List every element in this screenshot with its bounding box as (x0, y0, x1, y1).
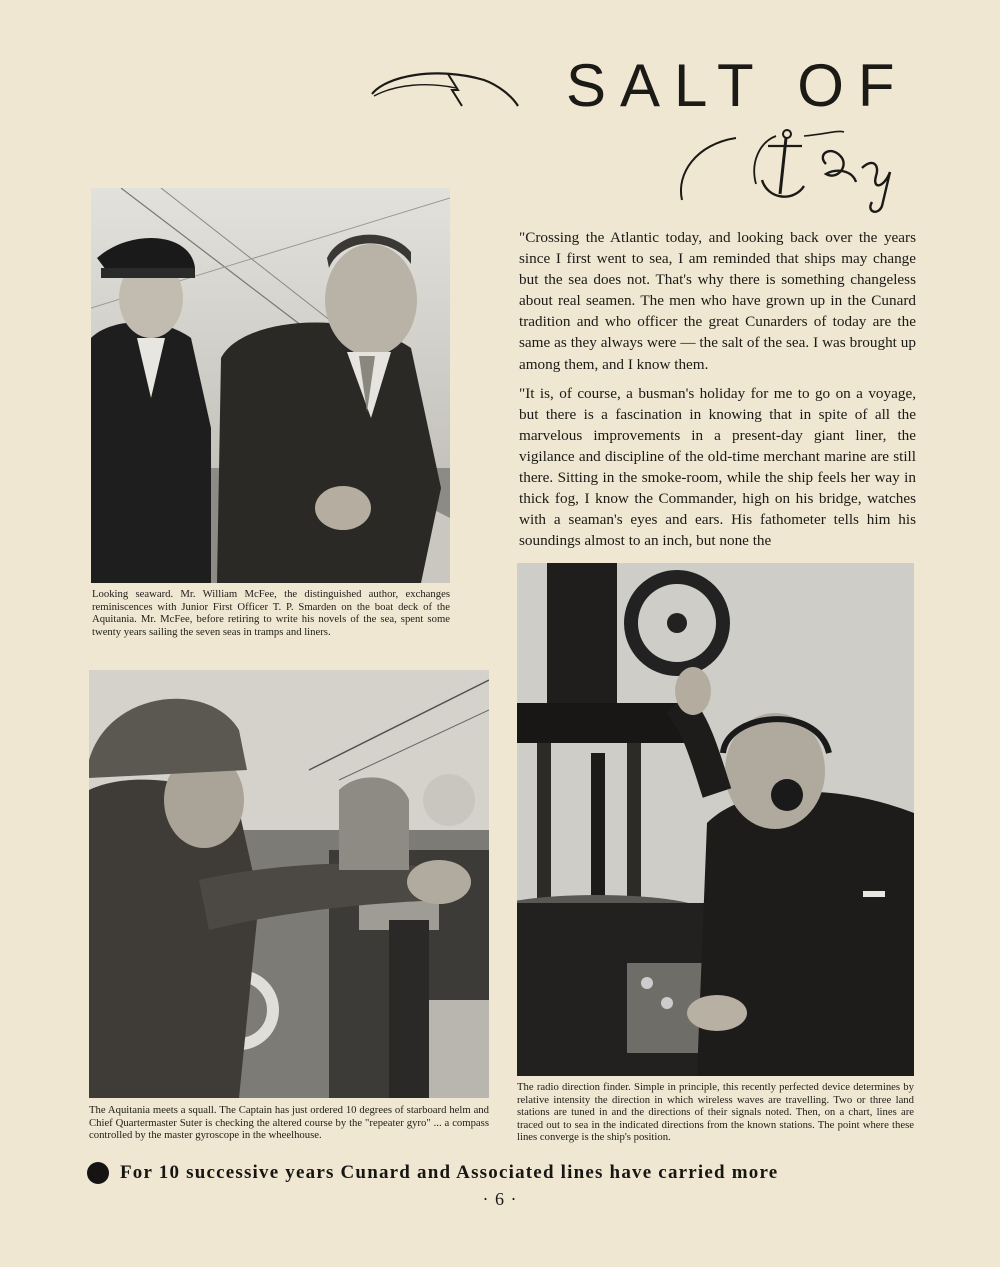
page-number: · 6 · (482, 1189, 518, 1209)
caption-mcfee: Looking seaward. Mr. William McFee, the distinguished author, exchanges reminiscences with Junior First Officer T. P. Smarden on the boat deck of the Aquitania. Mr. McFee, before retiring to write his novels of the sea, spent some twenty years sailing the seven seas in tramps and liners. (92, 588, 450, 638)
page-title: SALT OF (566, 52, 909, 119)
caption-squall: The Aquitania meets a squall. The Captain has just ordered 10 degrees of starboard helm and Chief Quartermaster Suter is checking the altered course by the "repeater gyro" ... a compass controlled by the master gyroscope in the wheelhouse. (89, 1104, 489, 1141)
bullet-dot-icon (87, 1162, 109, 1184)
article-paragraph-2: "It is, of course, a busman's holiday for me to go on a voyage, but there is a fascination in knowing that in spite of all the marvelous improvements in a present-day giant liner, the vigilance and discipline of the old-time merchant marine are still there. Sitting in the smoke-room, while the ship feels her way in thick fog, I know the Commander, high on his bridge, watches with a seaman's eyes and ears. His fathometer tells him his soundings almost to an inch, but none the (519, 384, 916, 550)
photo-squall-helm (89, 670, 489, 1098)
photo-radio-direction-finder (517, 563, 914, 1076)
anchor-script-emblem (676, 124, 926, 214)
footer-tagline (87, 1161, 927, 1185)
swoosh-lightning-ornament (366, 58, 526, 118)
article-paragraph-1: "Crossing the Atlantic today, and looking back over the years since I first went to sea, I am reminded that ships may change but the sea does not. That's why there is something changeless about real seamen. The men who have grown up in the Cunard tradition and who officer the great Cunarders of today are the same as they always were — the salt of the sea. I was brought up among them, and I know them. (519, 229, 916, 373)
footer-tagline-text: For 10 successive years Cunard and Associated lines have carried more (120, 1162, 779, 1183)
caption-radio-direction-finder: The radio direction finder. Simple in principle, this recently perfected device determines by relative intensity the direction in which wireless waves are travelling. Two or three land stations are tuned in and the directions of their signals noted. Then, on a chart, lines are traced out to sea in the indicated directions from the known stations. The point where these lines converge is the ship's position. (517, 1081, 914, 1143)
photo-mcfee-and-officer (91, 188, 450, 583)
article-body (519, 227, 916, 559)
